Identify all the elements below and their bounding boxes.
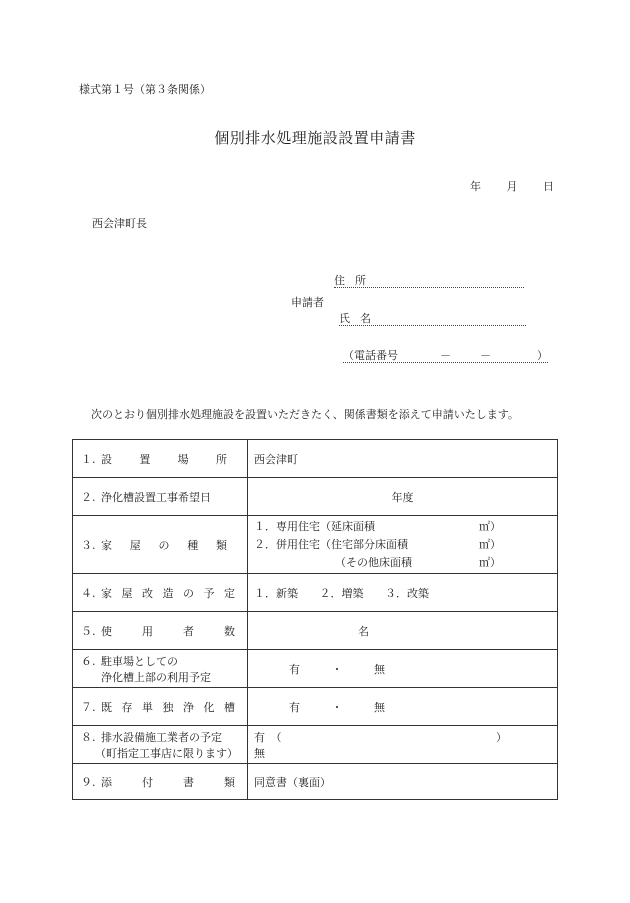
application-table — [72, 439, 558, 800]
value-contractor[interactable]: 有 （ ） 無 — [248, 726, 558, 764]
label-location: １. 設 置 場 所 — [73, 440, 248, 478]
option-rebuild[interactable]: ３．改築 — [385, 586, 429, 600]
applicant-label: 申請者 — [291, 296, 324, 309]
phone-separator-2: － — [480, 349, 491, 362]
value-location[interactable]: 西会津町 — [248, 440, 558, 478]
existing-tank-yes[interactable]: 有 — [289, 700, 300, 714]
contractor-no[interactable]: 無 — [254, 746, 265, 760]
addressee: 西会津町長 — [92, 217, 147, 230]
value-users[interactable]: 名 — [248, 612, 558, 650]
address-label: 住所 — [334, 274, 376, 287]
label-parking: ６. 駐車場としての 浄化槽上部の利用予定 — [73, 650, 248, 688]
table-row-attachments — [73, 764, 558, 800]
table-row-parking — [73, 650, 558, 688]
table-row-users — [73, 612, 558, 650]
date-year: 年 — [470, 180, 481, 193]
value-existing-tank[interactable]: 有 ・ 無 — [248, 688, 558, 726]
parking-yes[interactable]: 有 — [289, 662, 300, 676]
existing-tank-no[interactable]: 無 — [374, 700, 385, 714]
phone-label: （電話番号 — [343, 349, 398, 362]
option-new[interactable]: １．新築 — [254, 586, 298, 600]
value-attachments[interactable]: 同意書（裏面） — [248, 764, 558, 800]
date-day: 日 — [543, 180, 554, 193]
form-number: 様式第１号（第３条関係） — [79, 83, 211, 96]
table-row-renovation — [73, 574, 558, 612]
date-month: 月 — [506, 180, 518, 193]
label-attachments: ９. 添 付 書 類 — [73, 764, 248, 800]
table-row-existing-tank — [73, 688, 558, 726]
name-label: 氏名 — [339, 312, 381, 325]
table-row-contractor — [73, 726, 558, 764]
intro-text: 次のとおり個別排水処理施設を設置いただきたく、関係書類を添えて申請いたします。 — [91, 408, 519, 421]
label-contractor: ８. 排水設備施工業者の予定 （町指定工事店に限ります） — [73, 726, 248, 764]
phone-separator-1: － — [440, 349, 451, 362]
value-renovation[interactable] — [248, 574, 558, 612]
table-row-house-type — [73, 516, 558, 574]
label-existing-tank: ７. 既 存 単 独 浄 化 槽 — [73, 688, 248, 726]
table-row-construction-date — [73, 478, 558, 516]
address-field[interactable] — [334, 272, 524, 288]
option-extension[interactable]: ２．増築 — [319, 586, 364, 600]
label-construction-date: ２. 浄化槽設置工事希望日 — [73, 478, 248, 516]
label-house-type: ３. 家 屋 の 種 類 — [73, 516, 248, 574]
label-renovation: ４. 家 屋 改 造 の 予 定 — [73, 574, 248, 612]
phone-close: ） — [537, 349, 548, 362]
value-construction-date[interactable]: 年度 — [248, 478, 558, 516]
name-field[interactable] — [339, 310, 526, 326]
value-house-type[interactable]: １．専用住宅（延床面積 ㎡） ２．併用住宅（住宅部分床面積 ㎡） （その他床面積 ㎡） — [248, 516, 558, 574]
date-line — [470, 178, 554, 194]
document-title: 個別排水処理施設設置申請書 — [214, 129, 416, 147]
phone-field[interactable] — [343, 347, 548, 363]
parking-no[interactable]: 無 — [374, 662, 385, 676]
contractor-yes[interactable]: 有 （ — [254, 730, 282, 744]
table-row-location — [73, 440, 558, 478]
label-users: ５. 使 用 者 数 — [73, 612, 248, 650]
value-parking[interactable]: 有 ・ 無 — [248, 650, 558, 688]
